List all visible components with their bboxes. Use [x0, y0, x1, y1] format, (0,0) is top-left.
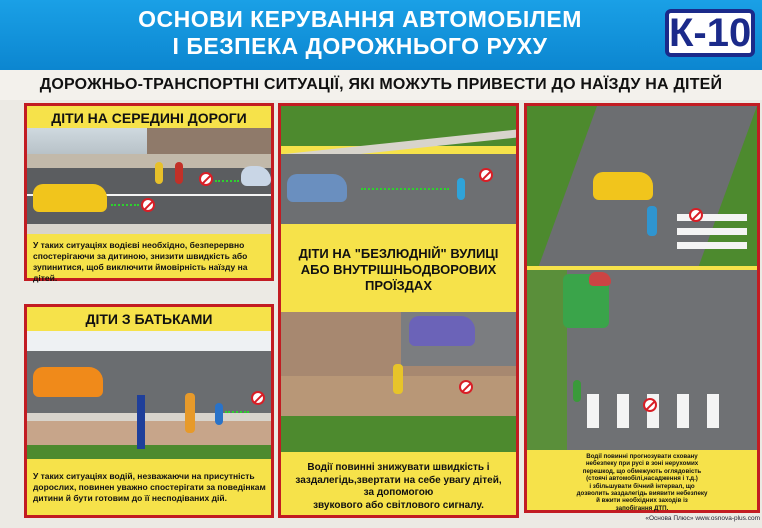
panel-heading — [281, 242, 516, 302]
panel-heading: ДІТИ НА СЕРЕДИНІ ДОРОГИ — [27, 106, 271, 130]
motion-arrow — [111, 204, 139, 206]
child-figure — [393, 364, 403, 394]
scene-grass — [27, 445, 271, 459]
scene-quiet-street-top — [281, 106, 516, 234]
panel-text: У таких ситуаціях водієві необхідно, безперервно спостерігаючи за дитиною, знизити швидкість або зупинитися, щоб виключити ймовірність наїзду на дітей. — [33, 240, 248, 283]
scene-curb — [27, 224, 271, 234]
panel-heading: ДІТИ З БАТЬКАМИ — [27, 307, 271, 331]
scene-crosswalk-bottom — [527, 270, 757, 450]
taxi-car — [33, 184, 107, 212]
scene-crosswalk-top — [527, 106, 757, 266]
child-figure — [175, 162, 183, 184]
scene-sky — [27, 331, 271, 351]
text-line-1: Водії повинні знижувати швидкість і — [307, 462, 490, 473]
text-line-5: і збільшувати бічний інтервал, що — [589, 482, 695, 490]
stop-sign-icon — [689, 208, 703, 222]
heading-line-3: ПРОЇЗДАХ — [364, 278, 432, 293]
crosswalk-stripe — [677, 394, 689, 428]
text-line-2: заздалегідь,звертати на себе увагу дітей, — [295, 474, 502, 486]
stop-sign-icon — [141, 198, 155, 212]
scene-grass — [281, 416, 516, 452]
child-figure — [215, 403, 223, 425]
text-line-4: звукового або світлового сигналу. — [313, 499, 484, 511]
stop-sign-icon — [479, 168, 493, 182]
car — [241, 166, 271, 186]
motion-arrow — [225, 411, 249, 413]
panel-middle-road — [24, 103, 274, 281]
text-line-8: запобігання ДТП. — [615, 504, 669, 512]
text-line-4: (стоячі автомобілі,насадження і т.д.) — [586, 475, 698, 483]
text-line-2: небезпеку при русі в зоні нерухомих — [585, 460, 699, 468]
road-sign-icon — [137, 395, 145, 449]
panel-text — [531, 453, 753, 512]
stop-sign-icon — [459, 380, 473, 394]
scene-with-parents — [27, 331, 271, 459]
text-line-3: за допомогою — [363, 487, 434, 498]
stop-sign-icon — [251, 391, 265, 405]
poster-title — [120, 6, 600, 60]
stop-sign-icon — [199, 172, 213, 186]
car — [33, 367, 103, 397]
adult-figure — [185, 393, 195, 433]
crosswalk-stripe — [677, 214, 747, 221]
text-line-6: дозволить заздалегідь виявити небезпеку — [576, 490, 708, 498]
crosswalk-stripe — [677, 228, 747, 235]
poster-subtitle: ДОРОЖНЬО-ТРАНСПОРТНІ СИТУАЦІЇ, ЯКІ МОЖУТЬ ПРИВЕСТИ ДО НАЇЗДУ НА ДІТЕЙ — [0, 70, 762, 100]
heading-line-2: АБО ВНУТРІШНЬОДВОРОВИХ — [300, 262, 497, 277]
title-line-2: І БЕЗПЕКА ДОРОЖНЬОГО РУХУ — [172, 33, 548, 59]
scene-sidewalk — [27, 421, 271, 445]
stop-sign-icon — [643, 398, 657, 412]
text-line-3: перешкод, що обмежують оглядовість — [582, 467, 702, 475]
motion-arrow — [361, 188, 449, 190]
motion-arrow — [215, 180, 239, 182]
child-figure — [155, 162, 163, 184]
header-banner — [0, 0, 762, 70]
crosswalk-stripe — [707, 394, 719, 428]
panel-quiet-street — [278, 103, 519, 518]
taxi-car — [593, 172, 653, 200]
scene-sidewalk — [27, 154, 271, 168]
car — [589, 272, 611, 286]
panel-with-parents — [24, 304, 274, 518]
crosswalk-stripe — [617, 394, 629, 428]
scene-quiet-street-bottom — [281, 312, 516, 452]
title-line-1: ОСНОВИ КЕРУВАННЯ АВТОМОБІЛЕМ — [138, 6, 582, 32]
child-figure — [647, 206, 657, 236]
crosswalk-stripe — [587, 394, 599, 428]
publisher-footer: «Основа Плюс» www.osnova-plus.com — [645, 515, 760, 522]
crosswalk-stripe — [677, 242, 747, 249]
panel-text: У таких ситуаціях водій, незважаючи на присутність дорослих, повинен уважно спостерігати за поведінкам дитини й бути готовим до її несподіваних дій. — [33, 471, 266, 503]
child-figure — [457, 178, 465, 200]
scene-middle-road — [27, 128, 271, 234]
child-figure — [573, 380, 581, 402]
poster-code-badge: К-10 — [665, 9, 755, 57]
heading-line-1: ДІТИ НА "БЕЗЛЮДНІЙ" ВУЛИЦІ — [298, 246, 499, 261]
car — [287, 174, 347, 202]
text-line-7: й вжити необхідних заходів із — [596, 497, 688, 505]
scene-curb — [27, 413, 271, 421]
car — [409, 316, 475, 346]
panel-text — [287, 462, 510, 512]
text-line-1: Водії повинні прогнозувати сховану — [586, 453, 698, 460]
panel-hidden-danger — [524, 103, 760, 513]
